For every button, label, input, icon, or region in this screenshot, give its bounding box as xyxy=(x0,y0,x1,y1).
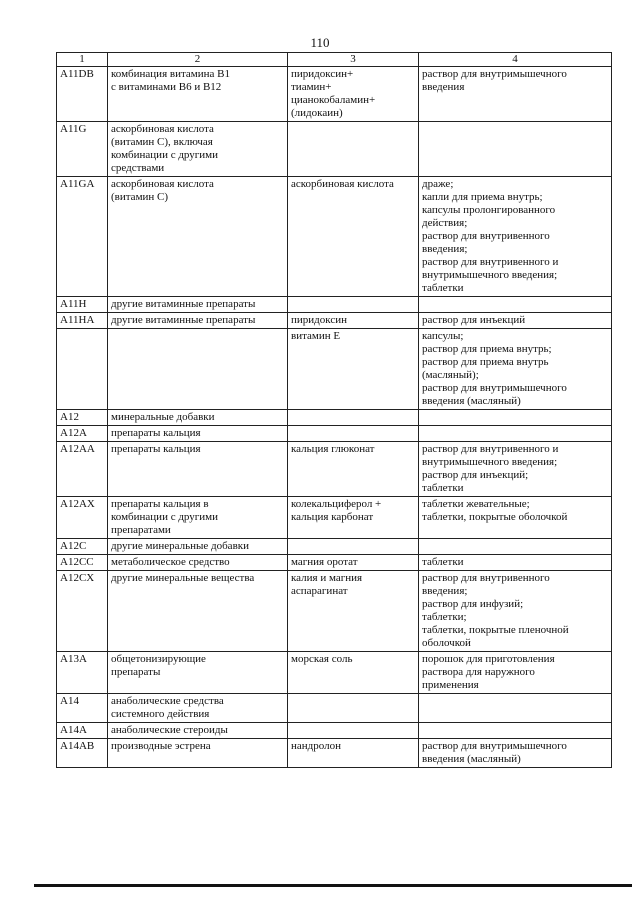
atc-group-cell: препараты кальция в комбинации с другими препаратами xyxy=(108,497,288,539)
dosage-form-cell: капсулы; раствор для приема внутрь; раствор для приема внутрь (масляный); раствор для внутримышечного введения (масляный) xyxy=(419,329,612,410)
atc-code-cell: A14 xyxy=(57,694,108,723)
substance-cell xyxy=(288,539,419,555)
atc-group-cell: комбинация витамина B1 с витаминами B6 и B12 xyxy=(108,67,288,122)
table-row xyxy=(57,177,612,297)
atc-code-cell: A11G xyxy=(57,122,108,177)
atc-group-cell: препараты кальция xyxy=(108,426,288,442)
header-cell: 2 xyxy=(108,53,288,67)
atc-code-cell xyxy=(57,329,108,410)
dosage-form-cell: драже; капли для приема внутрь; капсулы пролонгированного действия; раствор для внутривенного введения; раствор для внутривенного и внутримышечного введения; таблетки xyxy=(419,177,612,297)
atc-code-cell: A12AA xyxy=(57,442,108,497)
table-row xyxy=(57,555,612,571)
substance-cell: витамин Е xyxy=(288,329,419,410)
atc-code-cell: A14A xyxy=(57,723,108,739)
atc-group-cell xyxy=(108,329,288,410)
dosage-form-cell: порошок для приготовления раствора для наружного применения xyxy=(419,652,612,694)
bottom-rule xyxy=(34,884,632,887)
substance-cell: аскорбиновая кислота xyxy=(288,177,419,297)
table-row xyxy=(57,426,612,442)
page-number: 110 xyxy=(310,35,330,50)
atc-code-cell: A12C xyxy=(57,539,108,555)
table-row xyxy=(57,67,612,122)
table-header-row xyxy=(57,53,612,67)
header-cell: 1 xyxy=(57,53,108,67)
dosage-form-cell: раствор для инъекций xyxy=(419,313,612,329)
substance-cell xyxy=(288,122,419,177)
substance-cell xyxy=(288,723,419,739)
header-cell: 4 xyxy=(419,53,612,67)
table-row xyxy=(57,739,612,768)
substance-cell: магния оротат xyxy=(288,555,419,571)
atc-group-cell: аскорбиновая кислота (витамин С), включая комбинации с другими средствами xyxy=(108,122,288,177)
atc-code-cell: A12AX xyxy=(57,497,108,539)
atc-code-cell: A12 xyxy=(57,410,108,426)
table-row xyxy=(57,539,612,555)
table-row xyxy=(57,410,612,426)
atc-group-cell: анаболические средства системного действия xyxy=(108,694,288,723)
table-row xyxy=(57,442,612,497)
atc-group-cell: аскорбиновая кислота (витамин С) xyxy=(108,177,288,297)
dosage-form-cell xyxy=(419,122,612,177)
atc-code-cell: A11HA xyxy=(57,313,108,329)
substance-cell: нандролон xyxy=(288,739,419,768)
dosage-form-cell xyxy=(419,410,612,426)
dosage-form-cell: раствор для внутривенного и внутримышечного введения; раствор для инъекций; таблетки xyxy=(419,442,612,497)
substance-cell: калия и магния аспарагинат xyxy=(288,571,419,652)
substance-cell xyxy=(288,426,419,442)
substance-cell: колекальциферол + кальция карбонат xyxy=(288,497,419,539)
substance-cell xyxy=(288,410,419,426)
dosage-form-cell: таблетки xyxy=(419,555,612,571)
atc-group-cell: общетонизирующие препараты xyxy=(108,652,288,694)
table-row xyxy=(57,313,612,329)
atc-code-cell: A11H xyxy=(57,297,108,313)
table-row xyxy=(57,122,612,177)
substance-cell: пиридоксин+ тиамин+ цианокобаламин+ (лидокаин) xyxy=(288,67,419,122)
dosage-form-cell: раствор для внутривенного введения; раствор для инфузий; таблетки; таблетки, покрытые пленочной оболочкой xyxy=(419,571,612,652)
dosage-form-cell xyxy=(419,426,612,442)
table-row xyxy=(57,329,612,410)
dosage-form-cell xyxy=(419,694,612,723)
atc-group-cell: производные эстрена xyxy=(108,739,288,768)
dosage-form-cell xyxy=(419,297,612,313)
table-row xyxy=(57,694,612,723)
table-row xyxy=(57,297,612,313)
dosage-form-cell: раствор для внутримышечного введения (масляный) xyxy=(419,739,612,768)
atc-group-cell: препараты кальция xyxy=(108,442,288,497)
atc-code-cell: A13A xyxy=(57,652,108,694)
atc-code-cell: A14AB xyxy=(57,739,108,768)
dosage-form-cell: таблетки жевательные; таблетки, покрытые оболочкой xyxy=(419,497,612,539)
table-row xyxy=(57,571,612,652)
table-row xyxy=(57,652,612,694)
atc-code-cell: A12CC xyxy=(57,555,108,571)
header-cell: 3 xyxy=(288,53,419,67)
atc-group-cell: другие минеральные добавки xyxy=(108,539,288,555)
substance-cell: морская соль xyxy=(288,652,419,694)
atc-group-cell: другие витаминные препараты xyxy=(108,313,288,329)
substance-cell xyxy=(288,694,419,723)
atc-code-cell: A11DB xyxy=(57,67,108,122)
atc-code-cell: A11GA xyxy=(57,177,108,297)
dosage-form-cell xyxy=(419,723,612,739)
atc-group-cell: минеральные добавки xyxy=(108,410,288,426)
drug-table xyxy=(56,52,612,768)
atc-group-cell: метаболическое средство xyxy=(108,555,288,571)
atc-group-cell: другие витаминные препараты xyxy=(108,297,288,313)
atc-code-cell: A12CX xyxy=(57,571,108,652)
substance-cell: кальция глюконат xyxy=(288,442,419,497)
atc-code-cell: A12A xyxy=(57,426,108,442)
dosage-form-cell xyxy=(419,539,612,555)
substance-cell xyxy=(288,297,419,313)
atc-group-cell: другие минеральные вещества xyxy=(108,571,288,652)
table-row xyxy=(57,723,612,739)
dosage-form-cell: раствор для внутримышечного введения xyxy=(419,67,612,122)
substance-cell: пиридоксин xyxy=(288,313,419,329)
table-row xyxy=(57,497,612,539)
atc-group-cell: анаболические стероиды xyxy=(108,723,288,739)
